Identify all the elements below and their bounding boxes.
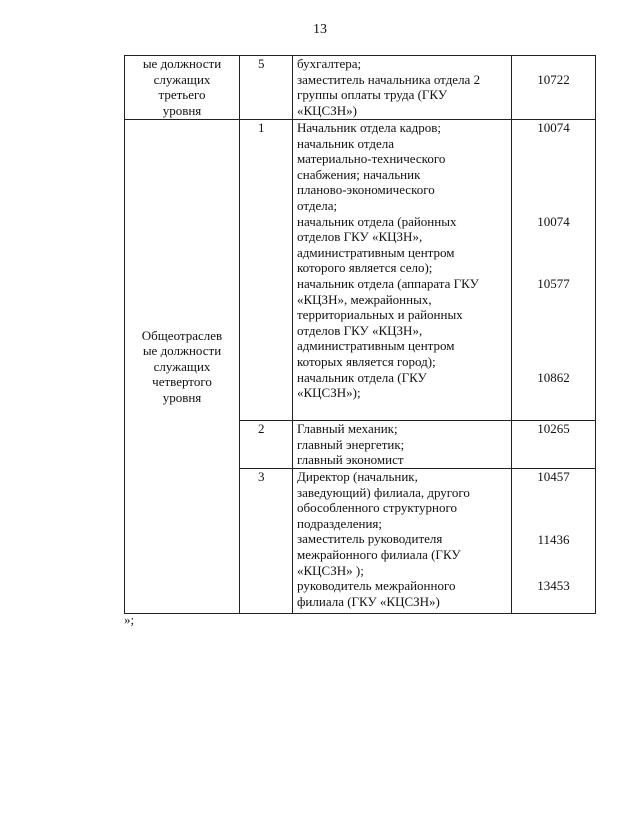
salary-table [124,55,596,614]
position-line: «КЦСЗН») [297,102,357,118]
salary-cell [512,56,596,120]
salary-value: 10722 [537,72,570,87]
position-line: отделов ГКУ «КЦЗН», [297,229,423,245]
position-line: заведующий) филиала, другого [297,484,470,500]
salary-cell [512,469,596,614]
level-cell: 1 [240,120,293,421]
position-line: начальник отдела (районных [297,213,457,229]
position-line: главный экономист [297,452,404,468]
position-line: административным центром [297,338,455,354]
group-line: третьего [158,87,206,103]
level-cell: 5 [240,56,293,120]
group-line: четвертого [152,374,212,390]
position-line: руководитель межрайонного [297,578,456,594]
position-line: Директор (начальник, [297,469,418,484]
group-line: уровня [162,102,202,118]
level-cell: 3 [240,469,293,614]
page-number: 13 [313,22,327,37]
salary-cell [512,421,596,469]
salary-value: 10265 [537,421,570,436]
position-line: начальник отдела (аппарата ГКУ [297,275,479,291]
position-line: бухгалтера; [297,56,362,71]
group-cell [125,120,240,614]
position-line: подразделения; [297,515,383,531]
salary-cell [512,120,596,421]
position-line: отдела; [297,197,338,213]
position-line: межрайонного филиала (ГКУ [297,546,461,562]
position-line: заместитель руководителя [297,531,443,547]
level-cell: 2 [240,421,293,469]
positions-cell [293,469,512,614]
position-line: заместитель начальника отдела 2 [297,71,481,87]
positions-cell [293,120,512,421]
position-line: планово-экономического [297,182,435,198]
position-line: группы оплаты труда (ГКУ [297,87,448,103]
position-line: отделов ГКУ «КЦЗН», [297,322,423,338]
position-line: начальник отдела [297,135,395,151]
position-line: обособленного структурного [297,500,457,516]
position-line: которых является город); [297,353,436,369]
group-line: служащих [153,71,211,87]
position-line: начальник отдела (ГКУ [297,369,427,385]
positions-cell [293,421,512,469]
closing-quote-mark: »; [124,612,135,627]
position-line: главный энергетик; [297,436,405,452]
position-line: «КЦСЗН» ); [297,562,364,578]
position-line: административным центром [297,244,455,260]
group-line: ые должности [142,56,222,71]
position-line: филиала (ГКУ «КЦСЗН») [297,593,440,609]
salary-value: 10457 [537,469,570,484]
salary-value: 13453 [537,578,570,594]
salary-value: 10074 [537,213,570,229]
group-line: служащих [153,358,211,374]
position-line: материально-технического [297,151,446,167]
position-line: Главный механик; [297,421,398,436]
group-line: ые должности [142,343,222,359]
group-line: уровня [162,389,202,405]
position-line: территориальных и районных [297,307,463,323]
position-line: Начальник отдела кадров; [297,120,441,135]
group-cell [125,56,240,120]
salary-value: 10577 [537,276,570,292]
salary-value: 11436 [537,531,570,547]
position-line: «КЦСЗН»); [297,385,361,401]
position-line: снабжения; начальник [297,166,421,182]
positions-cell [293,56,512,120]
position-line: которого является село); [297,260,433,276]
salary-value: 10074 [537,120,570,135]
group-line: Общеотраслев [141,327,223,343]
position-line: «КЦЗН», межрайонных, [297,291,432,307]
salary-value: 10862 [537,369,570,385]
table-row [125,120,596,421]
table-row [125,56,596,120]
